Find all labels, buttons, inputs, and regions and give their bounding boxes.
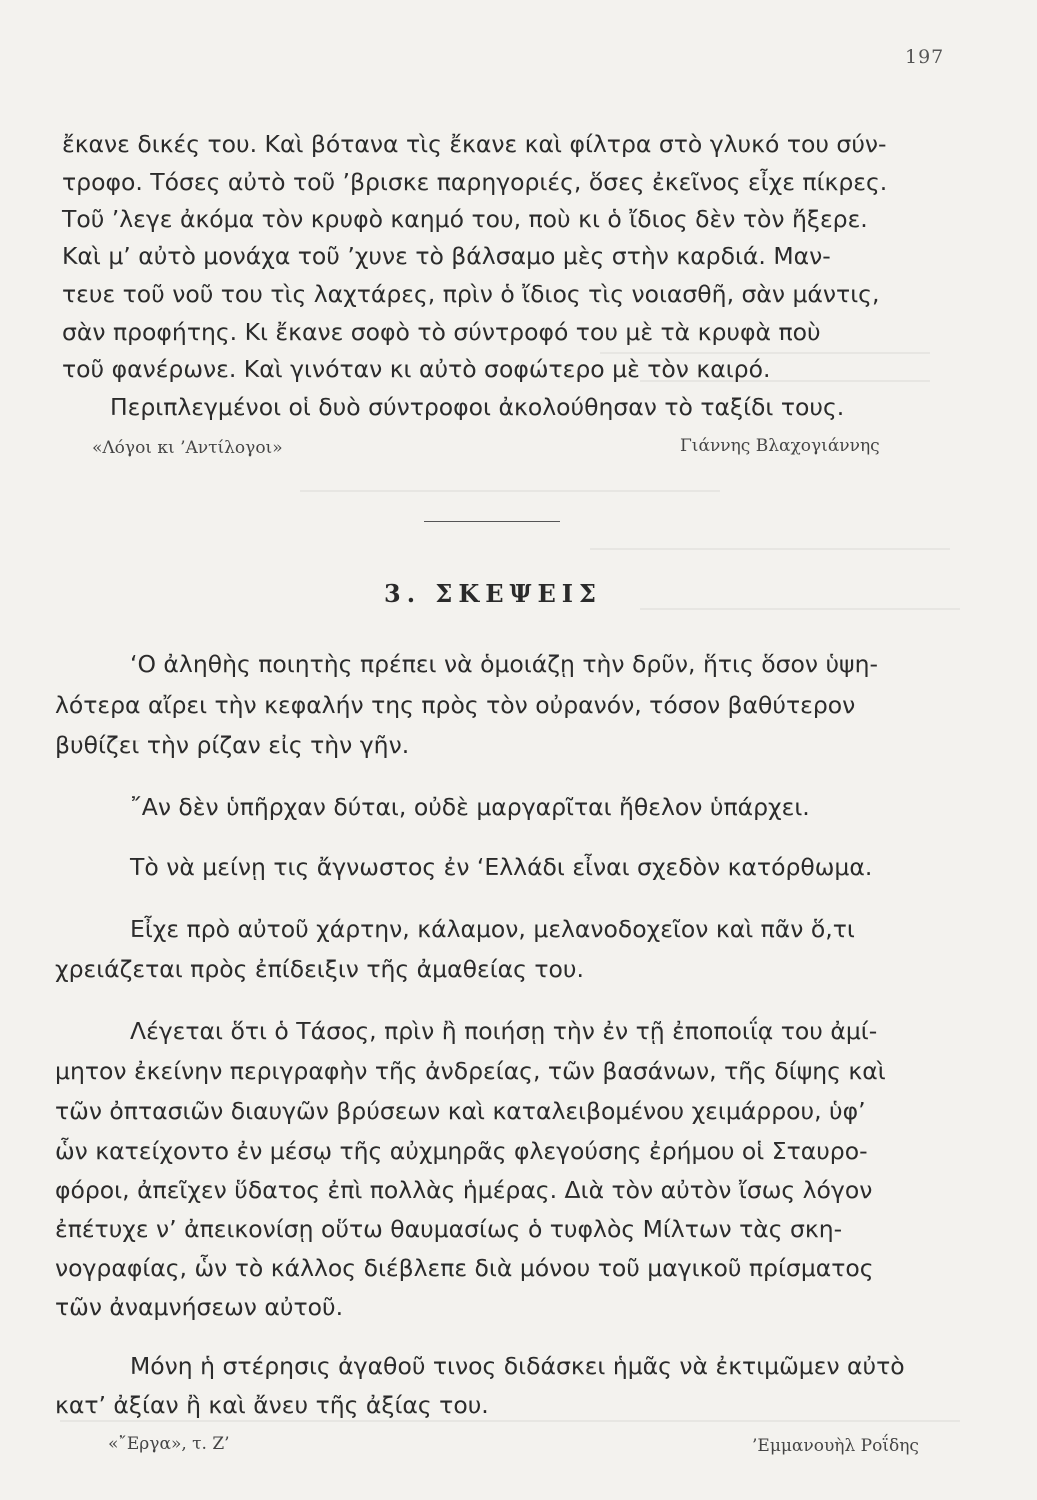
text-line: τροφο. Τόσες αὐτὸ τοῦ ’βρισκε παρηγοριές, ὅσες ἐκεῖνος εἶχε πίκρες. — [62, 168, 888, 196]
text-line: μητον ἐκείνην περιγραφὴν τῆς ἀνδρείας, τῶν βασάνων, τῆς δίψης καὶ — [55, 1057, 886, 1085]
text-line: Τοῦ ’λεγε ἀκόμα τὸν κρυφὸ καημό του, ποὺ κι ὁ ἴδιος δὲν τὸν ἤξερε. — [62, 205, 868, 233]
section-title: 3. ΣΚΕΨΕΙΣ — [384, 579, 602, 608]
text-line: σὰν προφήτης. Κι ἔκανε σοφὸ τὸ σύντροφό του μὲ τὰ κρυφὰ ποὺ — [62, 318, 821, 346]
text-line: ῎Αν δὲν ὑπῆρχαν δύται, οὐδὲ μαργαρῖται ἤθελον ὑπάρχει. — [130, 793, 810, 821]
text-line: λότερα αἴρει τὴν κεφαλήν της πρὸς τὸν οὐρανόν, τόσον βαθύτερον — [55, 691, 856, 719]
text-line: ἔκανε δικές του. Καὶ βότανα τὶς ἔκανε καὶ φίλτρα στὸ γλυκό του σύν- — [62, 130, 887, 158]
text-line: τῶν ὀπτασιῶν διαυγῶν βρύσεων καὶ καταλειβομένου χειμάρρου, ὑφ’ — [55, 1097, 866, 1125]
source-citation: «Λόγοι κι ’Αντίλογοι» — [92, 438, 283, 458]
text-line: Περιπλεγμένοι οἱ δυὸ σύντροφοι ἀκολούθησαν τὸ ταξίδι τους. — [110, 393, 845, 421]
text-line: ἐπέτυχε ν’ ἀπεικονίσῃ οὕτω θαυμασίως ὁ τυφλὸς Μίλτων τὰς σκη- — [55, 1215, 843, 1243]
text-line: Μόνη ἡ στέρησις ἀγαθοῦ τινος διδάσκει ἡμᾶς νὰ ἐκτιμῶμεν αὐτὸ — [130, 1352, 905, 1380]
text-line: κατ’ ἀξίαν ἢ καὶ ἄνευ τῆς ἀξίας του. — [55, 1391, 489, 1419]
text-line: νογραφίας, ὧν τὸ κάλλος διέβλεπε διὰ μόνου τοῦ μαγικοῦ πρίσματος — [55, 1254, 874, 1282]
text-line: ‘Ο ἀληθὴς ποιητὴς πρέπει νὰ ὁμοιάζῃ τὴν δρῦν, ἥτις ὅσον ὑψη- — [130, 650, 878, 678]
author-name: Γιάννης Βλαχογιάννης — [680, 436, 880, 456]
author-name: ’Εμμανουὴλ Ροΐδης — [752, 1436, 919, 1456]
text-line: τευε τοῦ νοῦ του τὶς λαχτάρες, πρὶν ὁ ἴδιος τὶς νοιασθῆ, σὰν μάντις, — [62, 280, 880, 308]
section-divider — [424, 521, 560, 522]
text-line: φόροι, ἀπεῖχεν ὕδατος ἐπὶ πολλὰς ἡμέρας. Διὰ τὸν αὐτὸν ἴσως λόγον — [55, 1176, 873, 1204]
page-number: 197 — [905, 46, 945, 68]
text-line: Καὶ μ’ αὐτὸ μονάχα τοῦ ’χυνε τὸ βάλσαμο μὲς στὴν καρδιά. Μαν- — [62, 242, 831, 270]
text-line: βυθίζει τὴν ρίζαν εἰς τὴν γῆν. — [55, 731, 410, 759]
text-line: Τὸ νὰ μείνῃ τις ἄγνωστος ἐν ‘Ελλάδι εἶναι σχεδὸν κατόρθωμα. — [130, 853, 873, 881]
text-line: χρειάζεται πρὸς ἐπίδειξιν τῆς ἀμαθείας του. — [55, 955, 584, 983]
text-line: τοῦ φανέρωνε. Καὶ γινόταν κι αὐτὸ σοφώτερο μὲ τὸν καιρό. — [62, 355, 771, 383]
text-line: Εἶχε πρὸ αὐτοῦ χάρτην, κάλαμον, μελανοδοχεῖον καὶ πᾶν ὅ,τι — [130, 915, 855, 943]
text-line: Λέγεται ὅτι ὁ Τάσος, πρὶν ἢ ποιήσῃ τὴν ἐν τῇ ἐποποιΐᾳ του ἀμί- — [130, 1017, 878, 1045]
bleed-through — [300, 490, 720, 492]
bleed-through — [640, 608, 960, 610]
bleed-through — [590, 548, 950, 550]
text-line: τῶν ἀναμνήσεων αὐτοῦ. — [55, 1293, 344, 1321]
bleed-through — [60, 1420, 960, 1422]
text-line: ὧν κατείχοντο ἐν μέσῳ τῆς αὐχμηρᾶς φλεγούσης ἐρήμου οἱ Σταυρο- — [55, 1137, 868, 1165]
source-citation: «῎Εργα», τ. Ζ’ — [108, 1434, 230, 1454]
